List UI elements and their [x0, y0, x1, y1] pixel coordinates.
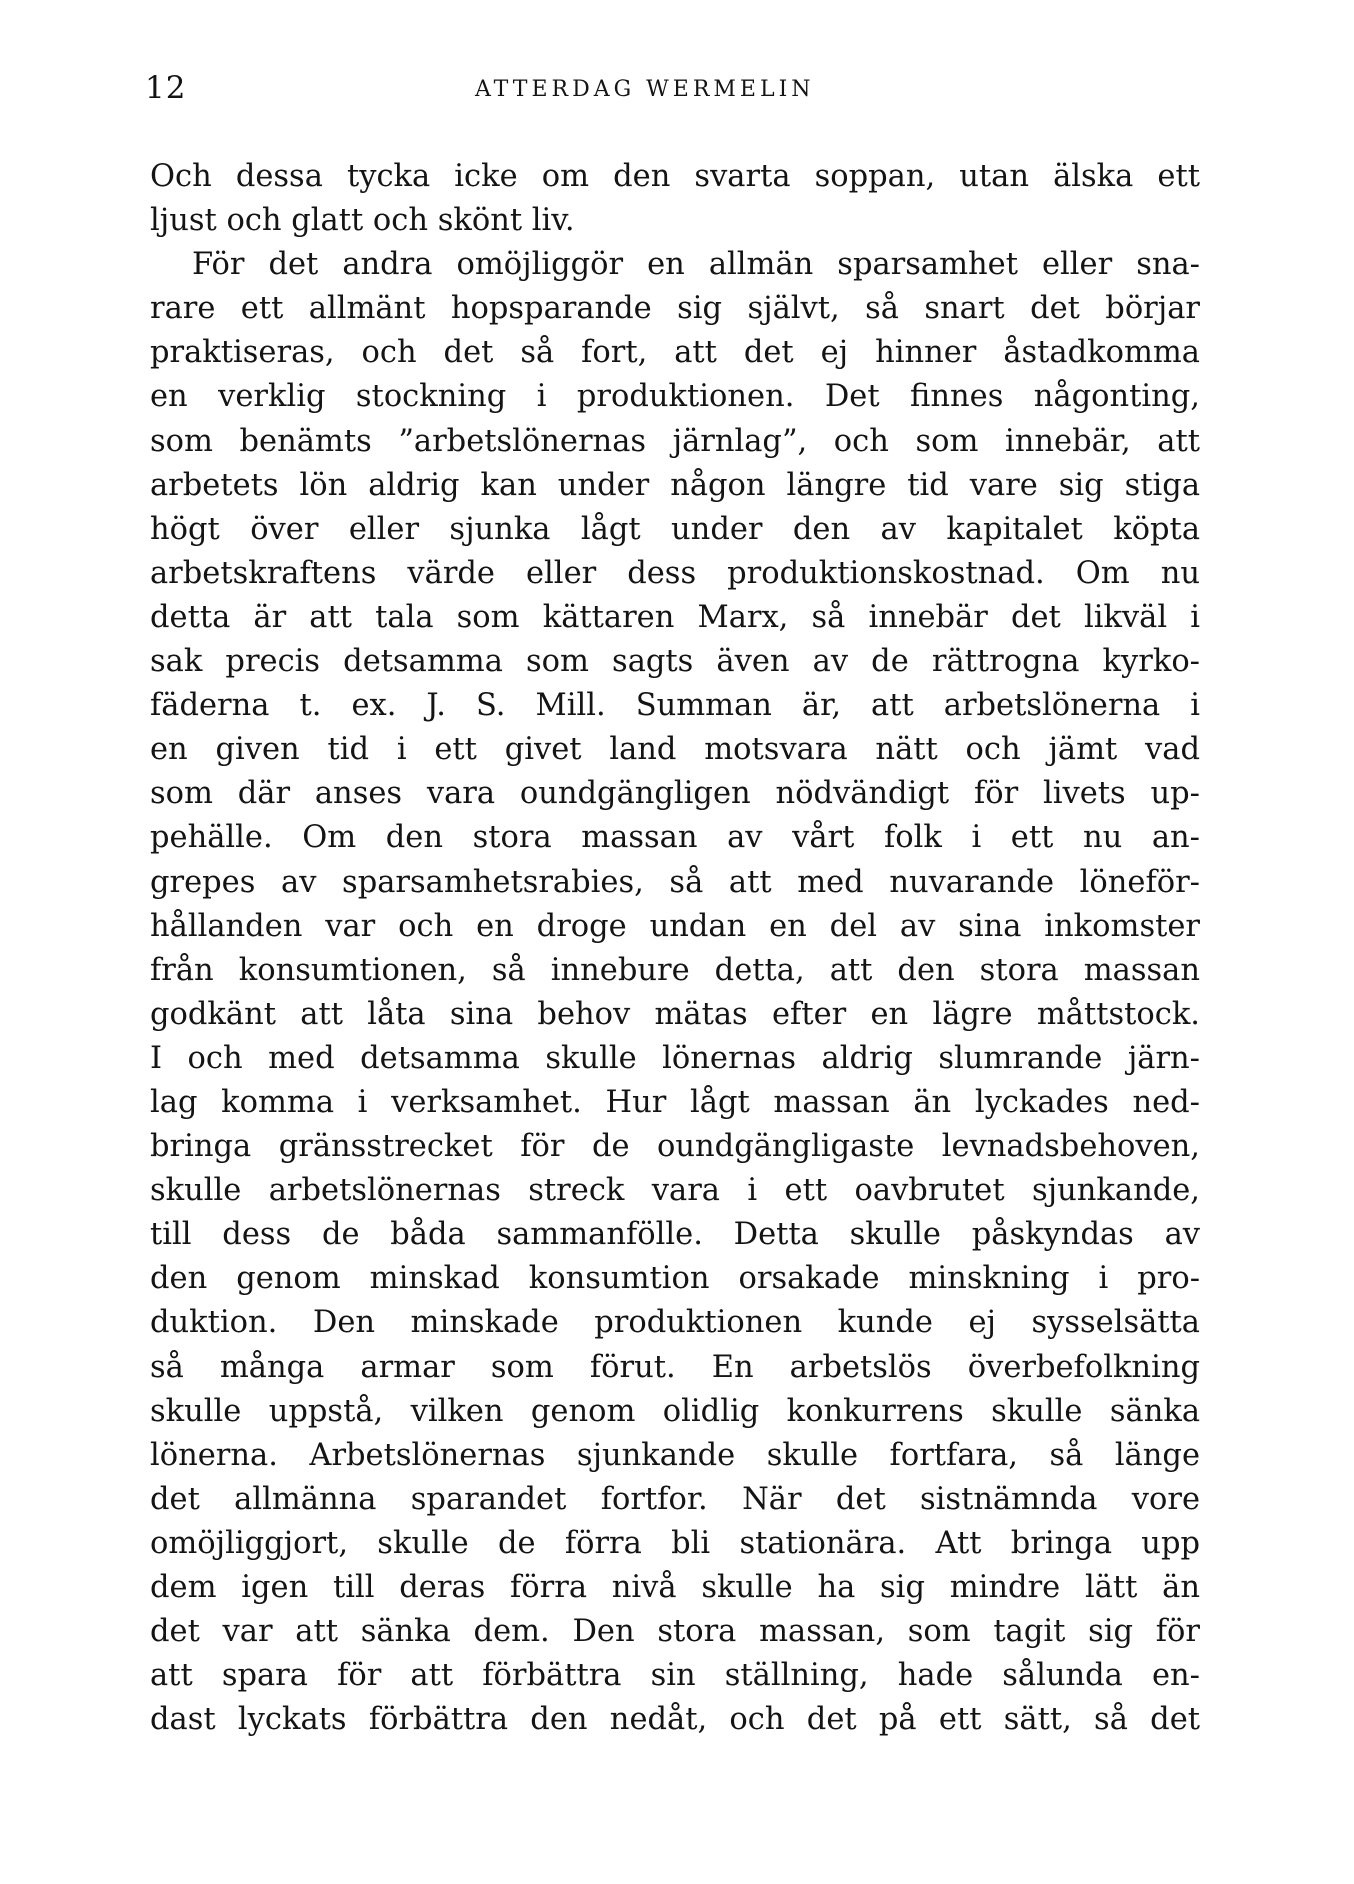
page-header [145, 70, 1200, 120]
text-line: sak precis detsamma som sagts även av de rättrogna kyrko- [150, 644, 1200, 680]
text-line: den genom minskad konsumtion orsakade minskning i pro- [150, 1261, 1200, 1297]
text-line: detta är att tala som kättaren Marx, så innebär det likväl i [150, 599, 1200, 635]
text-line: till dess de båda sammanfölle. Detta skulle påskyndas av [150, 1217, 1200, 1253]
text-line: en verklig stockning i produktionen. Det finnes någonting, [150, 379, 1200, 415]
text-line: högt över eller sjunka lågt under den av kapitalet köpta [150, 511, 1200, 547]
paragraph [150, 155, 1200, 243]
text-line: lönerna. Arbetslönernas sjunkande skulle fortfara, så länge [150, 1437, 1200, 1473]
text-line: skulle uppstå, vilken genom olidlig konkurrens skulle sänka [150, 1393, 1200, 1429]
text-line: lag komma i verksamhet. Hur lågt massan än lyckades ned- [150, 1084, 1200, 1120]
body-text [150, 155, 1200, 1742]
text-line: För det andra omöjliggör en allmän sparsamhet eller sna- [192, 247, 1200, 283]
text-line: arbetets lön aldrig kan under någon längre tid vare sig stiga [150, 467, 1200, 503]
text-line: grepes av sparsamhetsrabies, så att med nuvarande löneför- [150, 864, 1200, 900]
text-line: duktion. Den minskade produktionen kunde ej sysselsätta [150, 1305, 1200, 1341]
page-number: 12 [145, 70, 187, 106]
text-line: dem igen till deras förra nivå skulle ha sig mindre lätt än [150, 1570, 1200, 1605]
text-line: praktiseras, och det så fort, att det ej hinner åstadkomma [150, 335, 1200, 371]
text-line: godkänt att låta sina behov mätas efter en lägre måttstock. [150, 996, 1200, 1032]
text-line: som där anses vara oundgängligen nödvändigt för livets up- [150, 776, 1200, 812]
text-line: så många armar som förut. En arbetslös överbefolkning [150, 1349, 1200, 1385]
text-line: omöjliggjort, skulle de förra bli stationära. Att bringa upp [150, 1525, 1200, 1561]
text-line: fäderna t. ex. J. S. Mill. Summan är, att arbetslönerna i [150, 688, 1200, 724]
text-line: en given tid i ett givet land motsvara nätt och jämt vad [150, 732, 1200, 768]
paragraph [150, 243, 1200, 1742]
text-line: det allmänna sparandet fortfor. När det sistnämnda vore [150, 1481, 1200, 1517]
text-line: ljust och glatt och skönt liv. [150, 203, 575, 239]
text-line: Och dessa tycka icke om den svarta soppan, utan älska ett [150, 159, 1200, 194]
text-line: som benämts ”arbetslönernas järnlag”, och som innebär, att [150, 423, 1200, 459]
text-line: pehälle. Om den stora massan av vårt folk i ett nu an- [150, 820, 1200, 856]
text-line: arbetskraftens värde eller dess produktionskostnad. Om nu [150, 555, 1200, 591]
running-title: ATTERDAG WERMELIN [475, 77, 815, 102]
text-line: I och med detsamma skulle lönernas aldrig slumrande järn- [150, 1040, 1200, 1076]
text-line: rare ett allmänt hopsparande sig självt, så snart det börjar [150, 291, 1200, 327]
text-line: dast lyckats förbättra den nedåt, och det på ett sätt, så det [150, 1702, 1200, 1738]
text-line: bringa gränsstrecket för de oundgängligaste levnadsbehoven, [150, 1129, 1200, 1165]
text-line: hållanden var och en droge undan en del av sina inkomster [150, 908, 1200, 944]
text-line: från konsumtionen, så innebure detta, att den stora massan [150, 952, 1200, 988]
text-line: skulle arbetslönernas streck vara i ett oavbrutet sjunkande, [150, 1173, 1200, 1209]
text-line: att spara för att förbättra sin ställning, hade sålunda en- [150, 1658, 1200, 1694]
text-line: det var att sänka dem. Den stora massan, som tagit sig för [150, 1614, 1200, 1650]
